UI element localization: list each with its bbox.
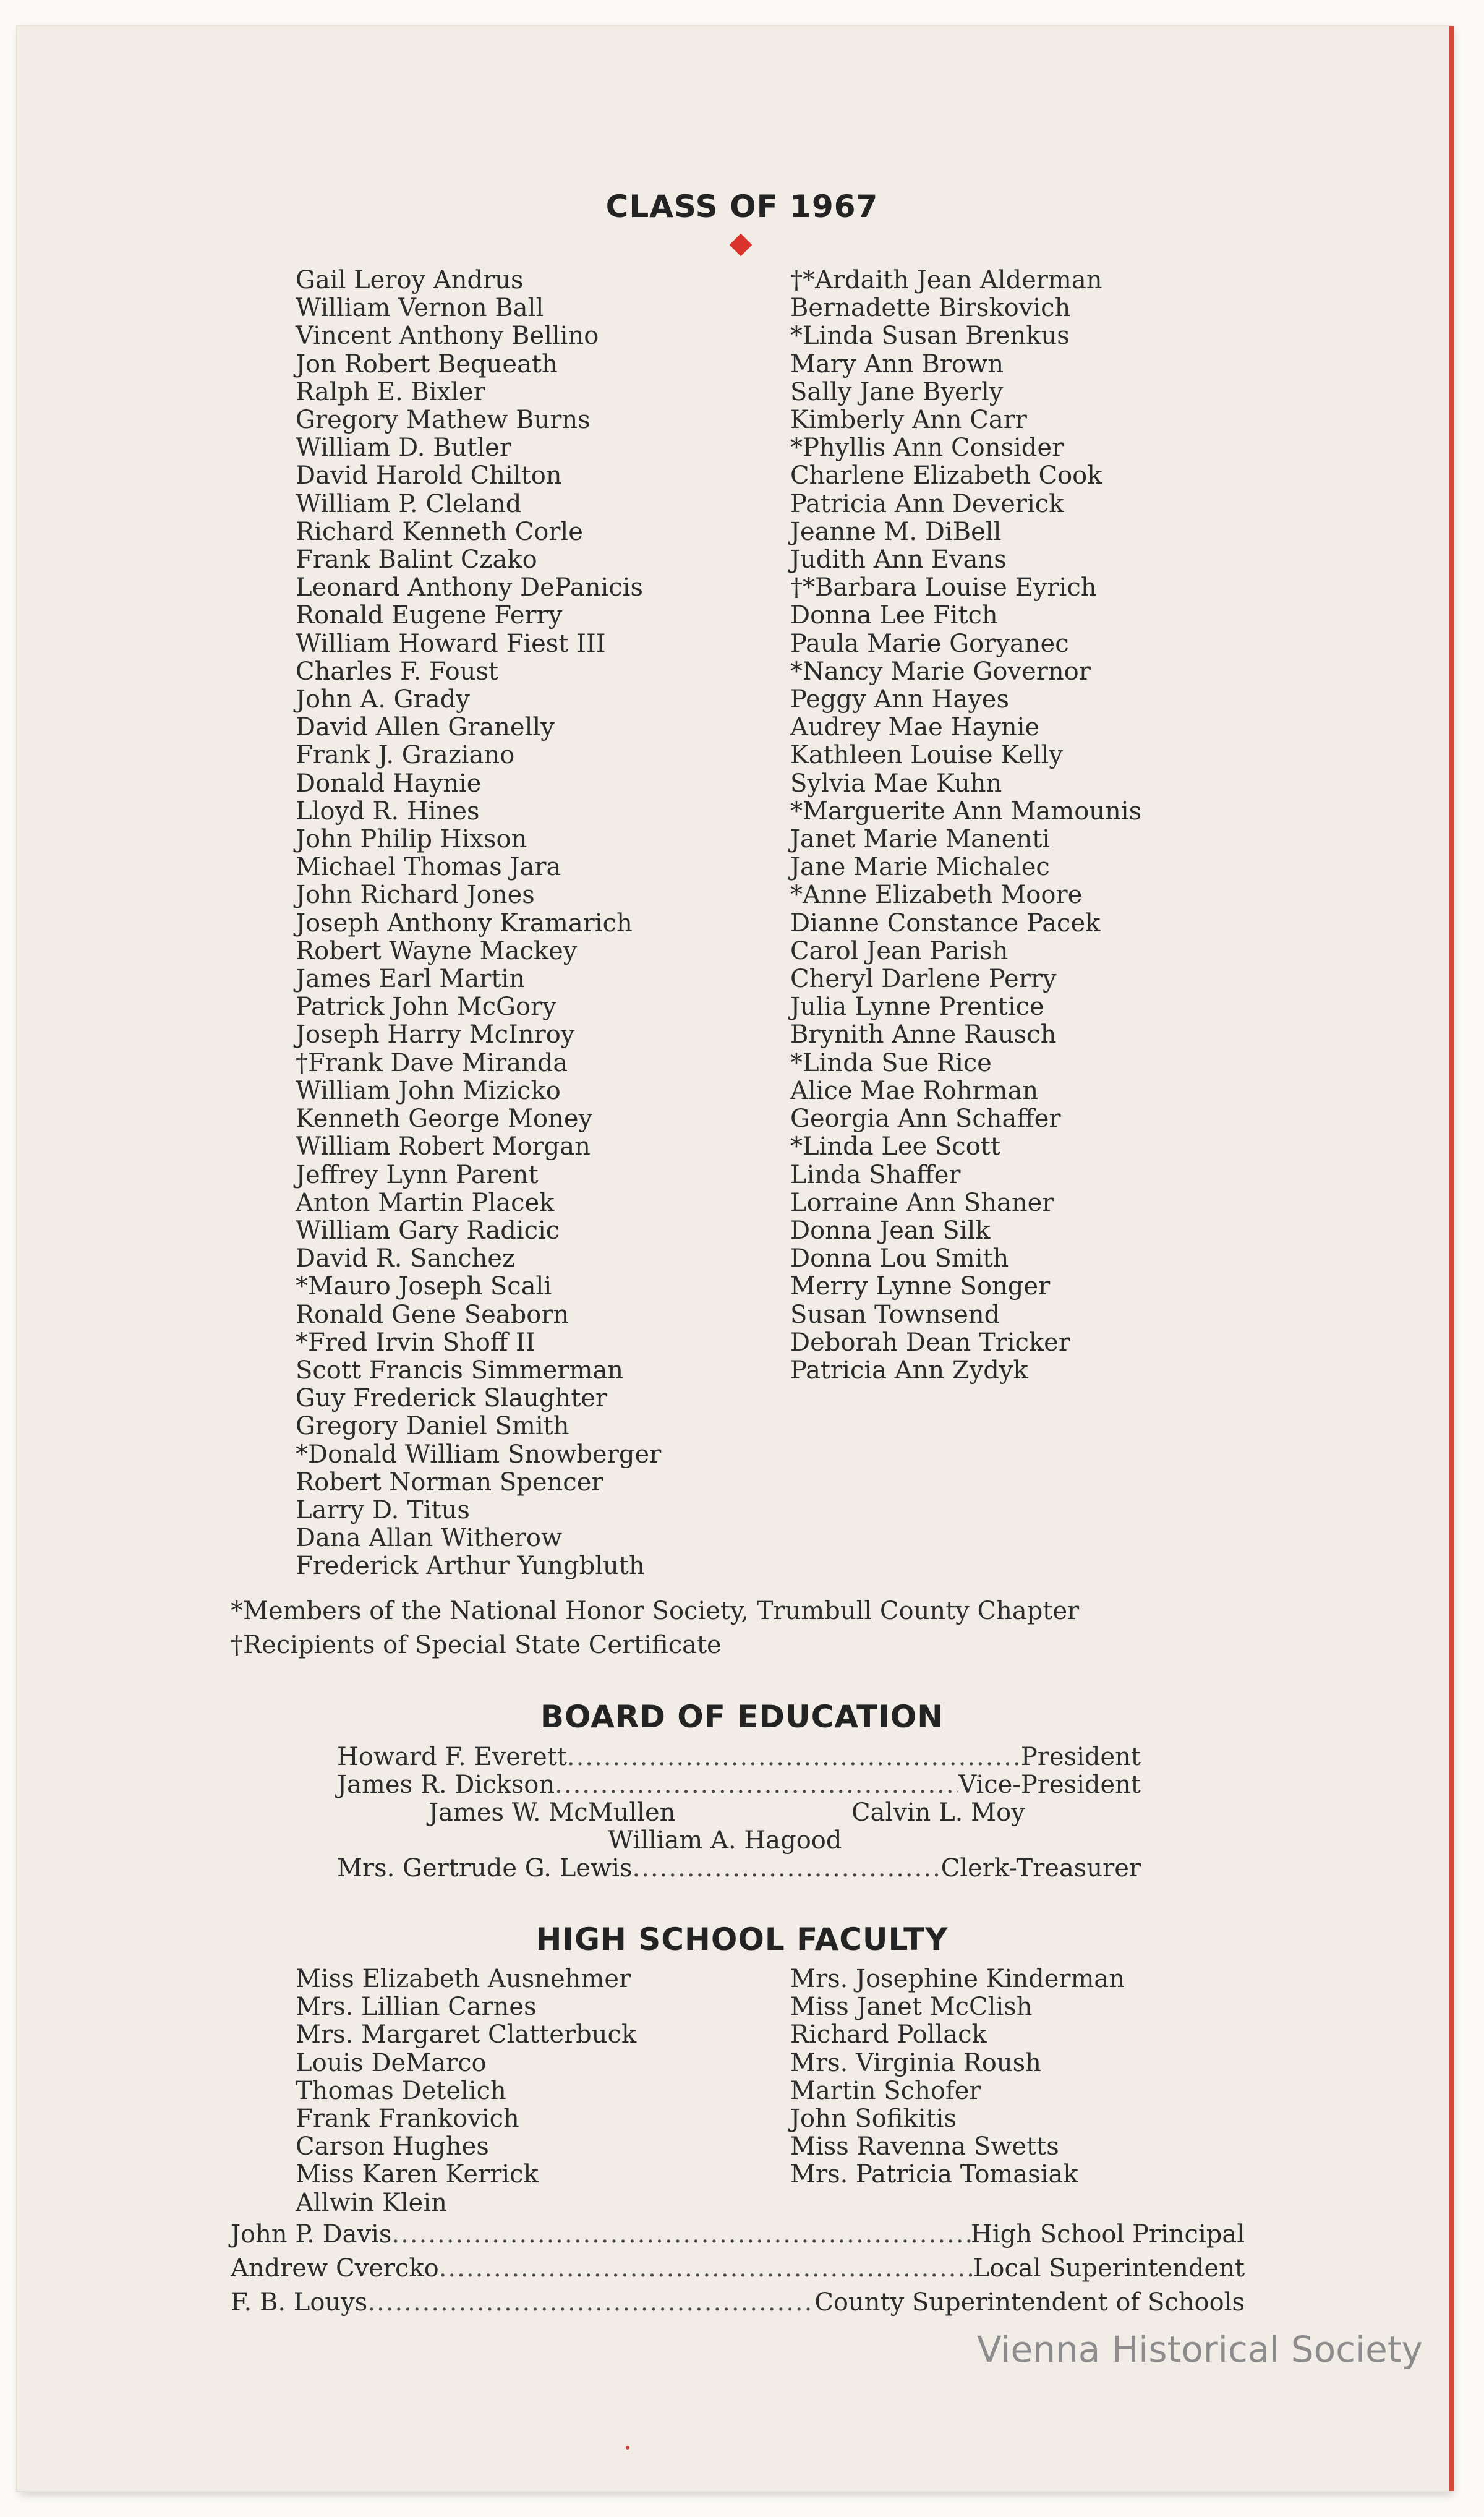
faculty-name: Mrs. Virginia Roush bbox=[790, 2048, 1041, 2077]
faculty-name: Martin Schofer bbox=[790, 2076, 981, 2105]
graduate-name: Robert Norman Spencer bbox=[296, 1468, 603, 1497]
graduate-name: Jane Marie Michalec bbox=[790, 853, 1050, 882]
graduate-name: Sally Jane Byerly bbox=[790, 377, 1004, 406]
faculty-name: Mrs. Margaret Clatterbuck bbox=[296, 2020, 637, 2049]
graduate-name: †*Ardaith Jean Alderman bbox=[790, 266, 1102, 294]
graduates-boys-column bbox=[296, 267, 661, 1581]
graduate-name: Robert Wayne Mackey bbox=[296, 936, 578, 965]
board-vice-line bbox=[337, 1771, 1141, 1799]
faculty-heading: HIGH SCHOOL FACULTY bbox=[535, 1921, 949, 1957]
graduate-name: Leonard Anthony DePanicis bbox=[296, 573, 643, 602]
board-member-moy: Calvin L. Moy bbox=[851, 1798, 1025, 1827]
administrator-name: John P. Davis bbox=[231, 2220, 392, 2249]
faculty-name: Frank Frankovich bbox=[296, 2105, 519, 2134]
faculty-name: Louis DeMarco bbox=[296, 2048, 487, 2077]
administrator-title: Local Superintendent bbox=[973, 2254, 1245, 2283]
graduate-name: Paula Marie Goryanec bbox=[790, 629, 1069, 658]
graduate-name: Frank J. Graziano bbox=[296, 741, 515, 770]
graduate-name: Ralph E. Bixler bbox=[296, 377, 485, 406]
graduate-name: John Richard Jones bbox=[296, 881, 535, 910]
graduate-name: Merry Lynne Songer bbox=[790, 1272, 1051, 1301]
graduate-name: John A. Grady bbox=[296, 685, 470, 714]
faculty-name: Mrs. Patricia Tomasiak bbox=[790, 2160, 1078, 2189]
graduate-name: David Harold Chilton bbox=[296, 461, 562, 490]
graduate-name: Gregory Daniel Smith bbox=[296, 1412, 569, 1441]
administration-line bbox=[231, 2288, 1245, 2317]
graduate-name: †*Barbara Louise Eyrich bbox=[790, 573, 1097, 602]
graduate-name: *Linda Sue Rice bbox=[790, 1048, 992, 1077]
board-clerk-line bbox=[337, 1854, 1141, 1882]
leader-dots bbox=[567, 1743, 1021, 1771]
graduate-name: †Frank Dave Miranda bbox=[296, 1048, 568, 1077]
graduate-name: Peggy Ann Hayes bbox=[790, 685, 1009, 714]
graduate-name: Joseph Harry McInroy bbox=[296, 1020, 575, 1049]
graduate-name: Frank Balint Czako bbox=[296, 545, 537, 575]
leader-dots bbox=[439, 2254, 973, 2283]
graduate-name: William Robert Morgan bbox=[296, 1132, 591, 1161]
graduate-name: Kimberly Ann Carr bbox=[790, 406, 1027, 435]
administrator-name: F. B. Louys bbox=[231, 2288, 368, 2317]
faculty-name: Allwin Klein bbox=[296, 2188, 447, 2217]
graduate-name: Kathleen Louise Kelly bbox=[790, 741, 1063, 770]
faculty-name: Miss Karen Kerrick bbox=[296, 2160, 539, 2189]
state-certificate-note: †Recipients of Special State Certificate bbox=[231, 1631, 722, 1659]
graduate-name: *Mauro Joseph Scali bbox=[296, 1272, 552, 1301]
graduate-name: Linda Shaffer bbox=[790, 1160, 961, 1189]
red-cover-edge bbox=[1449, 26, 1454, 2491]
graduate-name: Jeffrey Lynn Parent bbox=[296, 1160, 539, 1189]
graduate-name: *Linda Susan Brenkus bbox=[790, 322, 1070, 351]
graduate-name: Alice Mae Rohrman bbox=[790, 1076, 1039, 1105]
graduate-name: Donald Haynie bbox=[296, 769, 482, 798]
graduate-name: Anton Martin Placek bbox=[296, 1188, 555, 1217]
graduate-name: Deborah Dean Tricker bbox=[790, 1328, 1070, 1357]
graduate-name: *Fred Irvin Shoff II bbox=[296, 1328, 535, 1357]
faculty-name: Miss Ravenna Swetts bbox=[790, 2132, 1059, 2161]
faculty-name: Thomas Detelich bbox=[296, 2076, 506, 2105]
board-member-mcmullen: James W. McMullen bbox=[429, 1798, 676, 1827]
faculty-name: Mrs. Lillian Carnes bbox=[296, 1993, 537, 2022]
graduate-name: Donna Jean Silk bbox=[790, 1216, 991, 1245]
faculty-name: Miss Janet McClish bbox=[790, 1993, 1033, 2022]
graduate-name: Donna Lee Fitch bbox=[790, 601, 998, 630]
graduate-name: Donna Lou Smith bbox=[790, 1244, 1009, 1273]
graduate-name: William Howard Fiest III bbox=[296, 629, 606, 658]
graduate-name: Audrey Mae Haynie bbox=[790, 713, 1040, 742]
faculty-name: John Sofikitis bbox=[790, 2105, 957, 2134]
graduate-name: Janet Marie Manenti bbox=[790, 825, 1051, 854]
graduate-name: Charles F. Foust bbox=[296, 657, 499, 686]
graduate-name: Brynith Anne Rausch bbox=[790, 1020, 1057, 1049]
graduate-name: Joseph Anthony Kramarich bbox=[296, 908, 633, 938]
graduate-name: *Anne Elizabeth Moore bbox=[790, 881, 1083, 910]
board-clerk-title: Clerk-Treasurer bbox=[940, 1854, 1141, 1882]
graduate-name: Jon Robert Bequeath bbox=[296, 349, 558, 378]
administrator-title: High School Principal bbox=[970, 2220, 1245, 2249]
graduate-name: *Marguerite Ann Mamounis bbox=[790, 797, 1142, 826]
graduate-name: William Vernon Ball bbox=[296, 294, 544, 323]
graduate-name: William P. Cleland bbox=[296, 489, 522, 518]
graduate-name: Kenneth George Money bbox=[296, 1105, 593, 1134]
class-heading: CLASS OF 1967 bbox=[605, 189, 879, 224]
faculty-left-column bbox=[296, 1965, 636, 2217]
graduate-name: Georgia Ann Schaffer bbox=[790, 1105, 1061, 1134]
administration-line bbox=[231, 2254, 1245, 2283]
graduate-name: Ronald Eugene Ferry bbox=[296, 601, 563, 630]
graduate-name: Cheryl Darlene Perry bbox=[790, 965, 1057, 994]
faculty-name: Carson Hughes bbox=[296, 2132, 489, 2161]
graduate-name: Michael Thomas Jara bbox=[296, 853, 561, 882]
leader-dots bbox=[632, 1854, 940, 1882]
graduate-name: *Phyllis Ann Consider bbox=[790, 434, 1064, 463]
graduates-girls-column bbox=[790, 267, 1141, 1385]
graduate-name: Patricia Ann Deverick bbox=[790, 489, 1064, 518]
graduate-name: Jeanne M. DiBell bbox=[790, 517, 1002, 546]
board-president-line bbox=[337, 1743, 1141, 1771]
board-vice-title: Vice-President bbox=[958, 1771, 1141, 1799]
graduate-name: Dana Allan Witherow bbox=[296, 1524, 563, 1553]
graduate-name: William Gary Radicic bbox=[296, 1216, 560, 1245]
graduate-name: Patricia Ann Zydyk bbox=[790, 1356, 1028, 1385]
graduate-name: Bernadette Birskovich bbox=[790, 294, 1071, 323]
graduate-name: *Nancy Marie Governor bbox=[790, 657, 1091, 686]
graduate-name: David Allen Granelly bbox=[296, 713, 555, 742]
program-page bbox=[17, 26, 1451, 2491]
honor-society-note: *Members of the National Honor Society, Trumbull County Chapter bbox=[231, 1597, 1080, 1625]
graduate-name: Ronald Gene Seaborn bbox=[296, 1300, 569, 1329]
board-president-name: Howard F. Everett bbox=[337, 1743, 567, 1771]
graduate-name: *Linda Lee Scott bbox=[790, 1132, 1000, 1161]
graduate-name: Lloyd R. Hines bbox=[296, 797, 480, 826]
graduate-name: Vincent Anthony Bellino bbox=[296, 322, 599, 351]
graduate-name: Scott Francis Simmerman bbox=[296, 1356, 624, 1385]
graduate-name: Judith Ann Evans bbox=[790, 545, 1007, 575]
leader-dots bbox=[391, 2220, 971, 2249]
graduate-name: *Donald William Snowberger bbox=[296, 1440, 662, 1469]
graduate-name: Richard Kenneth Corle bbox=[296, 517, 583, 546]
board-heading: BOARD OF EDUCATION bbox=[540, 1699, 944, 1735]
administration-line bbox=[231, 2220, 1245, 2249]
graduate-name: Charlene Elizabeth Cook bbox=[790, 461, 1102, 490]
ink-speck bbox=[626, 2446, 629, 2450]
graduate-name: Lorraine Ann Shaner bbox=[790, 1188, 1054, 1217]
board-president-title: President bbox=[1020, 1743, 1141, 1771]
graduate-name: Gail Leroy Andrus bbox=[296, 266, 524, 294]
graduate-name: John Philip Hixson bbox=[296, 825, 527, 854]
watermark: Vienna Historical Society bbox=[977, 2328, 1423, 2370]
graduate-name: David R. Sanchez bbox=[296, 1244, 516, 1273]
graduate-name: Susan Townsend bbox=[790, 1300, 1000, 1329]
graduate-name: Frederick Arthur Yungbluth bbox=[296, 1552, 645, 1581]
graduate-name: Patrick John McGory bbox=[296, 993, 556, 1022]
graduate-name: Sylvia Mae Kuhn bbox=[790, 769, 1002, 798]
leader-dots bbox=[367, 2288, 814, 2317]
graduate-name: James Earl Martin bbox=[296, 965, 525, 994]
faculty-name: Richard Pollack bbox=[790, 2020, 987, 2049]
graduate-name: Guy Frederick Slaughter bbox=[296, 1384, 608, 1413]
graduate-name: Dianne Constance Pacek bbox=[790, 908, 1101, 938]
faculty-name: Mrs. Josephine Kinderman bbox=[790, 1965, 1125, 1993]
graduate-name: Larry D. Titus bbox=[296, 1495, 470, 1524]
faculty-right-column bbox=[790, 1965, 1125, 2189]
administrator-name: Andrew Cvercko bbox=[231, 2254, 439, 2283]
graduate-name: Julia Lynne Prentice bbox=[790, 993, 1044, 1022]
graduate-name: William John Mizicko bbox=[296, 1076, 561, 1105]
board-member-hagood: William A. Hagood bbox=[608, 1826, 842, 1855]
graduate-name: Gregory Mathew Burns bbox=[296, 406, 591, 435]
graduate-name: Mary Ann Brown bbox=[790, 349, 1004, 378]
administrator-title: County Superintendent of Schools bbox=[814, 2288, 1245, 2317]
graduate-name: Carol Jean Parish bbox=[790, 936, 1009, 965]
board-vice-name: James R. Dickson bbox=[337, 1771, 555, 1799]
graduate-name: William D. Butler bbox=[296, 434, 511, 463]
faculty-name: Miss Elizabeth Ausnehmer bbox=[296, 1965, 631, 1993]
board-clerk-name: Mrs. Gertrude G. Lewis bbox=[337, 1854, 633, 1882]
leader-dots bbox=[555, 1771, 958, 1799]
